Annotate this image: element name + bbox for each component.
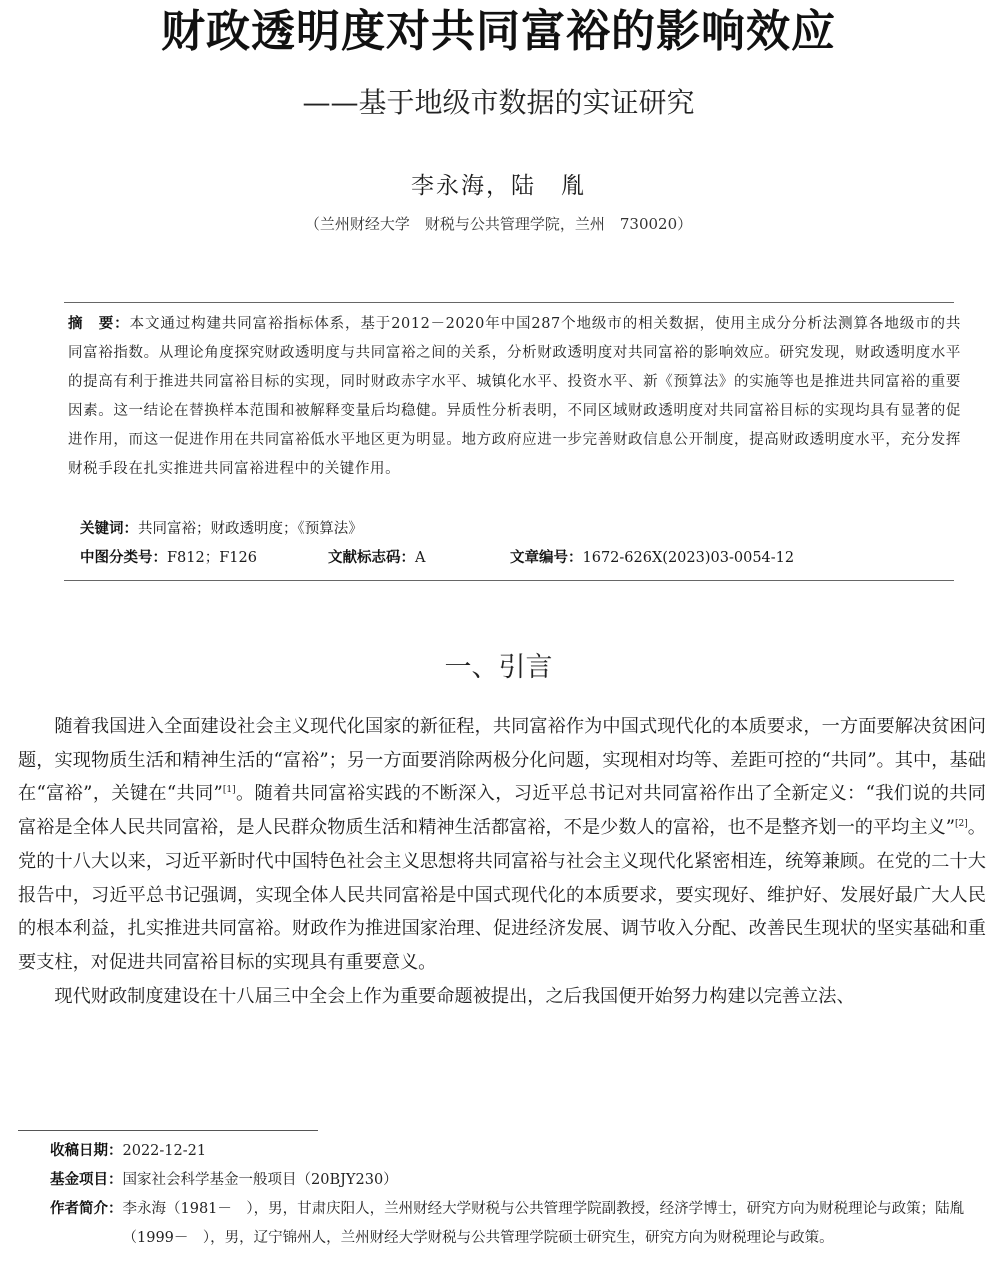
footnote-rule bbox=[18, 1130, 318, 1131]
fund-label: 基金项目： bbox=[50, 1172, 123, 1188]
fund-value: 国家社会科学基金一般项目（20BJY230） bbox=[122, 1172, 398, 1188]
clc-value: F812；F126 bbox=[167, 550, 257, 566]
affiliation: （兰州财经大学 财税与公共管理学院，兰州 730020） bbox=[304, 215, 693, 233]
article-number-value: 1672-626X(2023)03-0054-12 bbox=[582, 550, 795, 566]
received-label: 收稿日期： bbox=[50, 1143, 123, 1159]
clc-group bbox=[80, 545, 257, 571]
abstract-top-rule bbox=[64, 302, 954, 303]
clc-label: 中图分类号： bbox=[80, 550, 167, 566]
author-bio bbox=[50, 1195, 990, 1253]
received-value: 2022-12-21 bbox=[122, 1143, 207, 1159]
doc-code-value: A bbox=[415, 550, 426, 566]
paper-subtitle: ——基于地级市数据的实证研究 bbox=[302, 86, 695, 119]
paragraph-1 bbox=[18, 710, 986, 980]
section-heading: 一、引言 bbox=[444, 652, 553, 683]
paragraph-1-part-b: 。随着共同富裕实践的不断深入，习近平总书记对共同富裕作出了全新定义：“我们说的共同富裕是全体人民共同富裕，是人民群众物质生活和精神生活都富裕，不是少数人的富裕，也不是整齐划一的平均主义” bbox=[18, 783, 986, 839]
body-text bbox=[18, 710, 986, 1013]
citation-1[interactable]: [1] bbox=[222, 785, 236, 796]
abstract-label: 摘 要： bbox=[68, 316, 130, 332]
abstract bbox=[68, 310, 961, 484]
authors: 李永海，陆 胤 bbox=[411, 173, 586, 199]
doc-code-label: 文献标志码： bbox=[328, 550, 415, 566]
fund-project bbox=[50, 1166, 990, 1195]
author-bio-value: 李永海（1981－ ），男，甘肃庆阳人，兰州财经大学财税与公共管理学院副教授，经济学博士，研究方向为财税理论与政策；陆胤（1999－ ），男，辽宁锦州人，兰州财经大学财税与公共管理学院硕士研究生，研究方向为财税理论与政策。 bbox=[122, 1201, 965, 1246]
keywords bbox=[80, 516, 363, 542]
paragraph-1-part-a: 随着我国进入全面建设社会主义现代化国家的新征程，共同富裕作为中国式现代化的本质要求，一方面要解决贫困问题，实现物质生活和精神生活的“富裕”；另一方面要消除两极分化问题，实现相对均等、差距可控的“共同”。其中，基础在“富裕”，关键在“共同” bbox=[18, 716, 986, 805]
keywords-label: 关键词： bbox=[80, 521, 138, 537]
abstract-bottom-rule bbox=[64, 580, 954, 581]
abstract-text: 本文通过构建共同富裕指标体系，基于2012－2020年中国287个地级市的相关数据，使用主成分分析法测算各地级市的共同富裕指数。从理论角度探究财政透明度与共同富裕之间的关系，分析财政透明度对共同富裕的影响效应。研究发现，财政透明度水平的提高有利于推进共同富裕目标的实现，同时财政赤字水平、城镇化水平、投资水平、新《预算法》的实施等也是推进共同富裕的重要因素。这一结论在替换样本范围和被解释变量后均稳健。异质性分析表明，不同区域财政透明度对共同富裕目标的实现均具有显著的促进作用，而这一促进作用在共同富裕低水平地区更为明显。地方政府应进一步完善财政信息公开制度，提高财政透明度水平，充分发挥财税手段在扎实推进共同富裕进程中的关键作用。 bbox=[68, 316, 961, 477]
footnotes bbox=[50, 1137, 990, 1253]
doc-code-group bbox=[328, 545, 425, 571]
article-number-label: 文章编号： bbox=[510, 550, 583, 566]
paragraph-2: 现代财政制度建设在十八届三中全会上作为重要命题被提出，之后我国便开始努力构建以完善立法、 bbox=[54, 985, 855, 1007]
keywords-text: 共同富裕；财政透明度；《预算法》 bbox=[138, 521, 363, 537]
article-number-group bbox=[510, 545, 794, 571]
citation-2[interactable]: [2] bbox=[955, 819, 968, 830]
paper-title: 财政透明度对共同富裕的影响效应 bbox=[161, 6, 836, 57]
paragraph-1-part-c: 。党的十八大以来，习近平新时代中国特色社会主义思想将共同富裕与社会主义现代化紧密相连，统筹兼顾。在党的二十大报告中，习近平总书记强调，实现全体人民共同富裕是中国式现代化的本质要求，要实现好、维护好、发展好最广大人民的根本利益，扎实推进共同富裕。财政作为推进国家治理、促进经济发展、调节收入分配、改善民生现状的坚实基础和重要支柱，对促进共同富裕目标的实现具有重要意义。 bbox=[18, 817, 986, 973]
author-bio-label: 作者简介： bbox=[50, 1201, 123, 1217]
received-date bbox=[50, 1137, 990, 1166]
